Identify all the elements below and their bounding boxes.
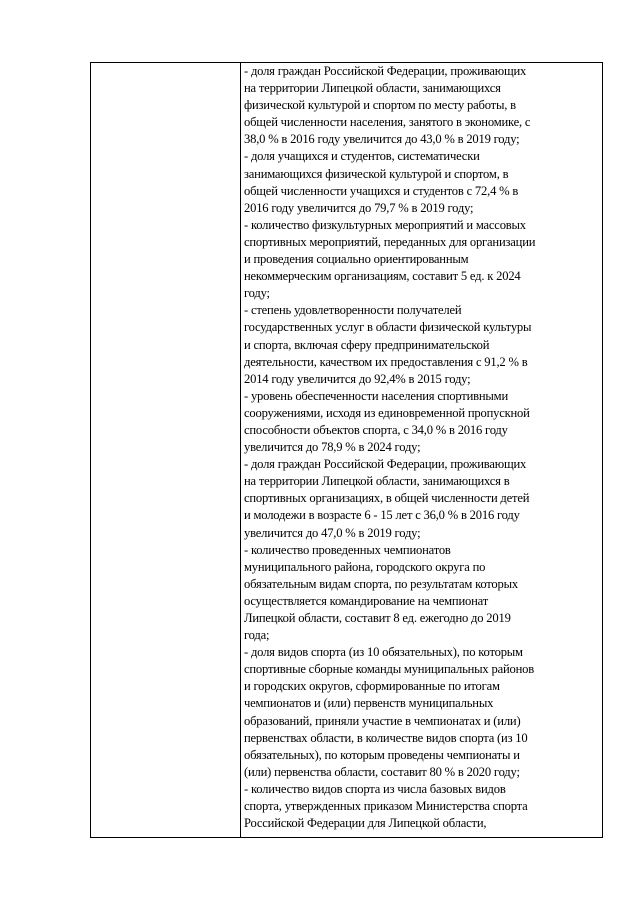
text-line: и молодежи в возрасте 6 - 15 лет с 36,0 % в 2016 году: [244, 508, 520, 523]
text-line: занимающихся физической культурой и спортом, в: [244, 166, 509, 181]
text-line: (или) первенства области, составит 80 % в 2020 году;: [244, 764, 520, 779]
indicator-paragraph: [244, 148, 602, 216]
text-line: Российской Федерации для Липецкой области,: [244, 816, 487, 831]
text-line: - количество видов спорта из числа базовых видов: [244, 781, 506, 796]
text-line: увеличится до 78,9 % в 2024 году;: [244, 440, 421, 455]
text-line: увеличится до 47,0 % в 2019 году;: [244, 525, 421, 540]
text-line: обязательным видам спорта, по результатам которых: [244, 576, 518, 591]
text-line: и проведения социально ориентированным: [244, 252, 469, 267]
text-line: некоммерческим организациям, составит 5 ед. к 2024: [244, 269, 521, 284]
text-line: обязательных), по которым проведены чемпионаты и: [244, 747, 520, 762]
text-line: физической культурой и спортом по месту работы, в: [244, 98, 516, 113]
text-line: спорта, утвержденных приказом Министерства спорта: [244, 799, 528, 814]
indicator-paragraph: [244, 542, 602, 645]
indicator-paragraph: [244, 644, 602, 781]
text-line: спортивных организациях, в общей численности детей: [244, 491, 530, 506]
text-line: на территории Липецкой области, занимающихся в: [244, 474, 510, 489]
text-line: первенствах области, в количестве видов спорта (из 10: [244, 730, 528, 745]
text-line: году;: [244, 286, 270, 301]
text-line: общей численности учащихся и студентов с 72,4 % в: [244, 183, 519, 198]
text-line: - доля учащихся и студентов, систематически: [244, 149, 480, 164]
text-line: - уровень обеспеченности населения спортивными: [244, 388, 508, 403]
text-line: на территории Липецкой области, занимающихся: [244, 81, 501, 96]
text-line: сооружениями, исходя из единовременной пропускной: [244, 405, 530, 420]
text-line: года;: [244, 628, 270, 643]
text-line: 2016 году увеличится до 79,7 % в 2019 году;: [244, 200, 474, 215]
text-line: спортивные сборные команды муниципальных районов: [244, 662, 534, 677]
text-line: и спорта, включая сферу предпринимательской: [244, 337, 490, 352]
text-line: муниципального района, городского округа по: [244, 559, 486, 574]
text-line: - количество проведенных чемпионатов: [244, 542, 451, 557]
table-left-cell: [91, 63, 241, 837]
text-line: - доля граждан Российской Федерации, проживающих: [244, 457, 527, 472]
text-line: 38,0 % в 2016 году увеличится до 43,0 % в 2019 году;: [244, 132, 520, 147]
text-line: государственных услуг в области физической культуры: [244, 320, 532, 335]
text-line: - доля видов спорта (из 10 обязательных), по которым: [244, 645, 523, 660]
indicator-paragraph: [244, 63, 602, 148]
text-line: Липецкой области, составит 8 ед. ежегодно до 2019: [244, 611, 511, 625]
indicator-paragraph: [244, 302, 602, 387]
text-line: способности объектов спорта, с 34,0 % в 2016 году: [244, 422, 508, 437]
text-line: осуществляется командирование на чемпионат: [244, 593, 488, 608]
text-line: деятельности, качеством их предоставления с 91,2 % в: [244, 354, 528, 369]
text-line: и городских округов, сформированные по итогам: [244, 679, 500, 694]
text-line: - степень удовлетворенности получателей: [244, 303, 462, 318]
text-line: образований, приняли участие в чемпионатах и (или): [244, 713, 521, 728]
text-line: - доля граждан Российской Федерации, проживающих: [244, 64, 527, 78]
text-line: - количество физкультурных мероприятий и массовых: [244, 217, 526, 232]
indicator-paragraph: [244, 456, 602, 541]
table-right-cell: [241, 63, 602, 837]
indicator-paragraph: [244, 781, 602, 832]
indicator-paragraph: [244, 217, 602, 302]
text-line: спортивных мероприятий, переданных для организации: [244, 234, 536, 249]
indicator-paragraph: [244, 388, 602, 456]
document-table: [90, 62, 603, 838]
text-line: чемпионатов и (или) первенств муниципальных: [244, 696, 494, 711]
text-line: 2014 году увеличится до 92,4% в 2015 году;: [244, 371, 471, 386]
text-line: общей численности населения, занятого в экономике, с: [244, 115, 531, 130]
